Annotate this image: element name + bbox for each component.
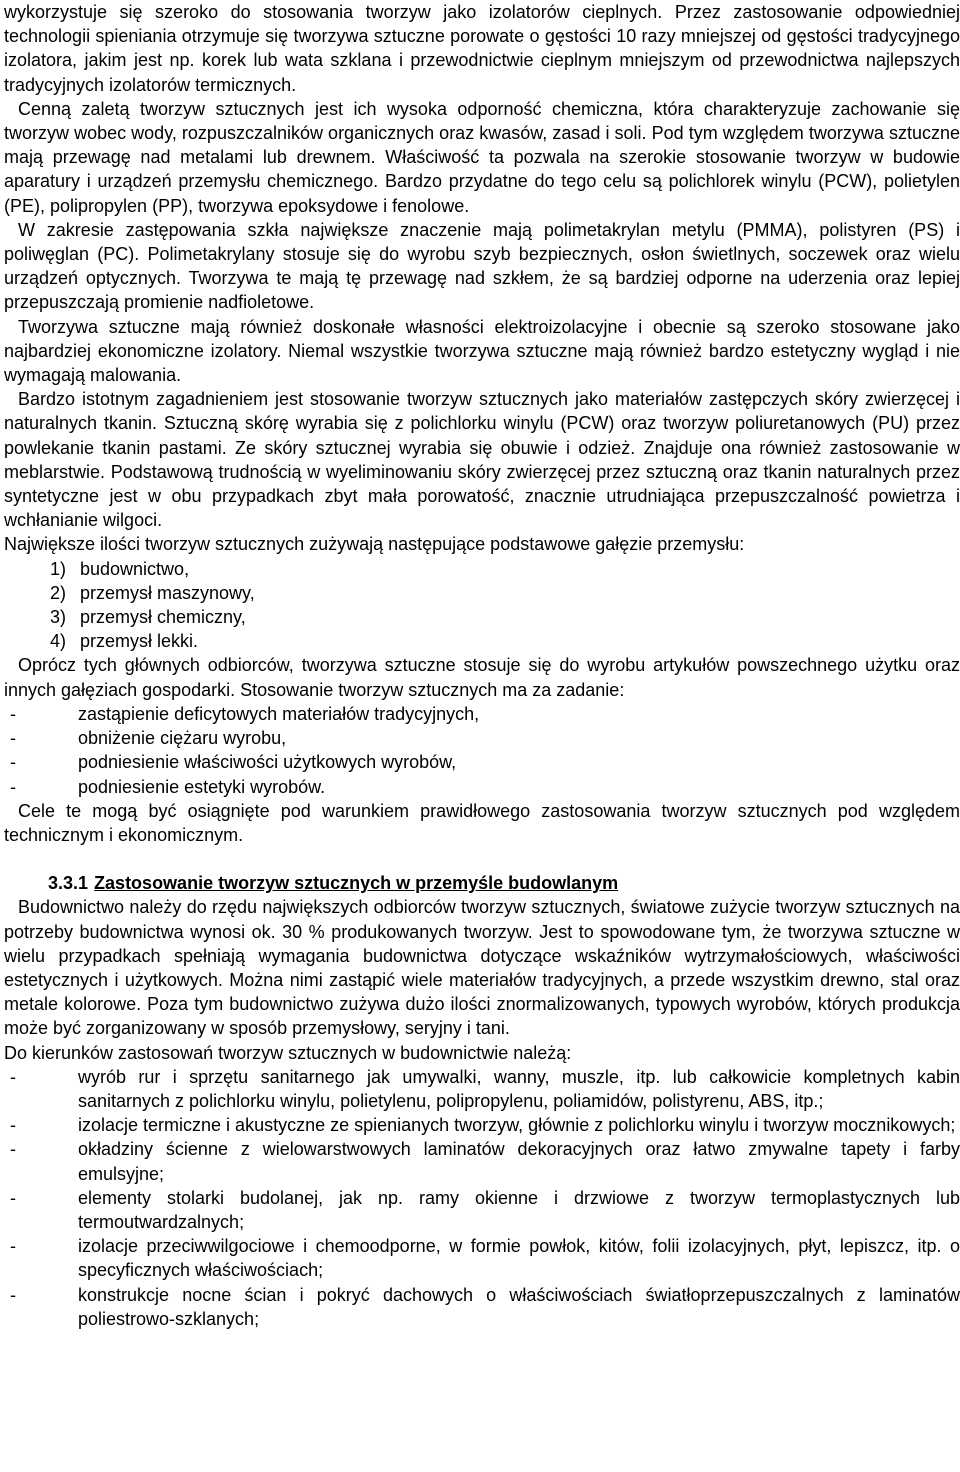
list-item [4, 1113, 960, 1137]
list-item [4, 1186, 960, 1234]
list-item [4, 1137, 960, 1185]
section-title: Zastosowanie tworzyw sztucznych w przemyśle budowlanym [94, 873, 619, 894]
list-item [4, 1234, 960, 1282]
list-item-text: przemysł chemiczny, [80, 607, 246, 628]
dash-marker: - [10, 1284, 16, 1305]
list-item-text: elementy stolarki budolanej, jak np. ramy okienne i drzwiowe z tworzyw termoplastycznych lub termoutwardzalnych; [78, 1187, 960, 1232]
list-item [4, 629, 960, 653]
list-item [4, 1065, 960, 1113]
list-item-text: zastąpienie deficytowych materiałów tradycyjnych, [78, 703, 480, 724]
dash-marker: - [10, 1066, 16, 1087]
list-item-text: podniesienie właściwości użytkowych wyrobów, [78, 752, 457, 773]
list-item [4, 557, 960, 581]
list-item-text: przemysł lekki. [80, 631, 199, 652]
list-item [4, 581, 960, 605]
dash-marker: - [10, 703, 16, 724]
list-item [4, 1283, 960, 1331]
dash-marker: - [10, 1115, 16, 1136]
list-item-text: obniżenie ciężaru wyrobu, [78, 728, 287, 749]
tasks-list [4, 702, 960, 799]
directions-list [4, 1065, 960, 1331]
list-item-text: przemysł maszynowy, [80, 582, 255, 603]
paragraph-directions-intro: Do kierunków zastosowań tworzyw sztucznych w budownictwie należą: [4, 1042, 572, 1063]
paragraph-chemical-resistance: Cenną zaletą tworzyw sztucznych jest ich wysoka odporność chemiczna, która charakteryzuje zachowanie się tworzyw wobec wody, rozpuszczalników organicznych oraz kwasów, zasad i soli. Pod tym względem tworzywa sztuczne mają przewagę nad metalami lub drewnem. Właściwość ta pozwala na szerokie stosowanie tworzyw w budowie aparatury i urządzeń przemysłu chemicznego. Bardzo przydatne do tego celu są polichlorek winylu (PCW), polietylen (PE), polipropylen (PP), tworzywa epoksydowe i fenolowe. [4, 98, 960, 216]
industries-list [4, 557, 960, 654]
dash-marker: - [10, 752, 16, 773]
list-number: 4) [50, 631, 67, 652]
section-number: 3.3.1 [48, 873, 89, 894]
paragraph-leather-substitutes: Bardzo istotnym zagadnieniem jest stosowanie tworzyw sztucznych jako materiałów zastępczych skóry zwierzęcej i naturalnych tkanin. Sztuczną skórę wyrabia się z polichlorku winylu (PCW) oraz tworzyw poliuretanowych (PU) przez powlekanie tkanin pastami. Ze skóry sztucznej wyrabia się obuwie i odzież. Znajduje ona również zastosowanie w meblarstwie. Podstawową trudnością w wyeliminowaniu skóry zwierzęcej przez sztuczną oraz tkanin naturalnych przez syntetyczne jest w obu przypadkach zbyt mała porowatość, znacznie utrudniająca przepuszczalność powietrza i wchłanianie wilgoci. [4, 389, 960, 531]
dash-marker: - [10, 776, 16, 797]
list-item-text: podniesienie estetyki wyrobów. [78, 776, 326, 797]
list-item [4, 775, 960, 799]
paragraph-insulation: wykorzystuje się szeroko do stosowania tworzyw jako izolatorów cieplnych. Przez zastosowanie odpowiedniej technologii spieniania otrzymuje się tworzywa sztuczne porowate o gęstości 10 razy mniejszej od gęstości tradycyjnego izolatora, jakim jest np. korek lub wata szklana i przewodnictwie cieplnym mniejszym od przewodnictwa najlepszych tradycyjnych izolatorów termicznych. [4, 2, 960, 95]
list-item-text: okładziny ścienne z wielowarstwowych laminatów dekoracyjnych oraz łatwo zmywalne tapety i farby emulsyjne; [78, 1139, 960, 1184]
section-heading [4, 871, 960, 895]
list-item-text: konstrukcje nocne ścian i pokryć dachowych o właściwościach światłoprzepuszczalnych z laminatów poliestrowo-szklanych; [78, 1284, 960, 1329]
list-item [4, 750, 960, 774]
list-item [4, 702, 960, 726]
paragraph-goals: Cele te mogą być osiągnięte pod warunkiem prawidłowego zastosowania tworzyw sztucznych pod względem technicznym i ekonomicznym. [4, 800, 960, 845]
list-item [4, 726, 960, 750]
paragraph-construction: Budownictwo należy do rzędu największych odbiorców tworzyw sztucznych, światowe zużycie tworzyw sztucznych na potrzeby budownictwa wynosi ok. 30 % produkowanych tworzyw. Jest to spowodowane tym, że tworzywa sztuczne w wielu przypadkach spełniają wymagania budownictwa dotyczące wskaźników wytrzymałościowych, właściwości estetycznych i użytkowych. Można nimi zastąpić wiele materiałów tradycyjnych, a przede wszystkim drewno, stal oraz metale kolorowe. Poza tym budownictwo zużywa dużo ilości znormalizowanych, typowych wyrobów, których produkcja może być zorganizowany w sposób przemysłowy, seryjny i tani. [4, 897, 960, 1039]
paragraph-industries-intro: Największe ilości tworzyw sztucznych zużywają następujące podstawowe gałęzie przemysłu: [4, 534, 745, 555]
paragraph-tasks-intro: Oprócz tych głównych odbiorców, tworzywa sztuczne stosuje się do wyrobu artykułów powszechnego użytku oraz innych gałęziach gospodarki. Stosowanie tworzyw sztucznych ma za zadanie: [4, 655, 960, 700]
list-item-text: izolacje przeciwwilgociowe i chemoodporne, w formie powłok, kitów, folii izolacyjnych, płyt, lepiszcz, itp. o specyficznych właściwościach; [78, 1236, 960, 1281]
list-number: 3) [50, 607, 67, 628]
dash-marker: - [10, 1236, 16, 1257]
list-number: 2) [50, 582, 67, 603]
paragraph-glass-replacement: W zakresie zastępowania szkła największe znaczenie mają polimetakrylan metylu (PMMA), polistyren (PS) i poliwęglan (PC). Polimetakrylany stosuje się do wyrobu szyb bezpiecznych, osłon świetlnych, soczewek oraz wielu urządzeń optycznych. Tworzywa te mają tę przewagę nad szkłem, że są bardziej odporne na uderzenia oraz lepiej przepuszczają promienie nadfioletowe. [4, 219, 960, 313]
list-item-text: izolacje termiczne i akustyczne ze spienianych tworzyw, głównie z polichlorku winylu i tworzyw mocznikowych; [78, 1115, 956, 1136]
dash-marker: - [10, 728, 16, 749]
list-item [4, 605, 960, 629]
paragraph-electrical-insulation: Tworzywa sztuczne mają również doskonałe własności elektroizolacyjne i obecnie są szeroko stosowane jako najbardziej ekonomiczne izolatory. Niemal wszystkie tworzywa sztuczne mają również bardzo estetyczny wygląd i nie wymagają malowania. [4, 316, 960, 386]
list-number: 1) [50, 558, 67, 579]
dash-marker: - [10, 1187, 16, 1208]
list-item-text: budownictwo, [80, 558, 190, 579]
dash-marker: - [10, 1139, 16, 1160]
list-item-text: wyrób rur i sprzętu sanitarnego jak umywalki, wanny, muszle, itp. lub całkowicie kompletnych kabin sanitarnych z polichlorku winylu, polietylenu, polipropylenu, poliamidów, polistyrenu, ABS, itp.; [78, 1066, 960, 1111]
